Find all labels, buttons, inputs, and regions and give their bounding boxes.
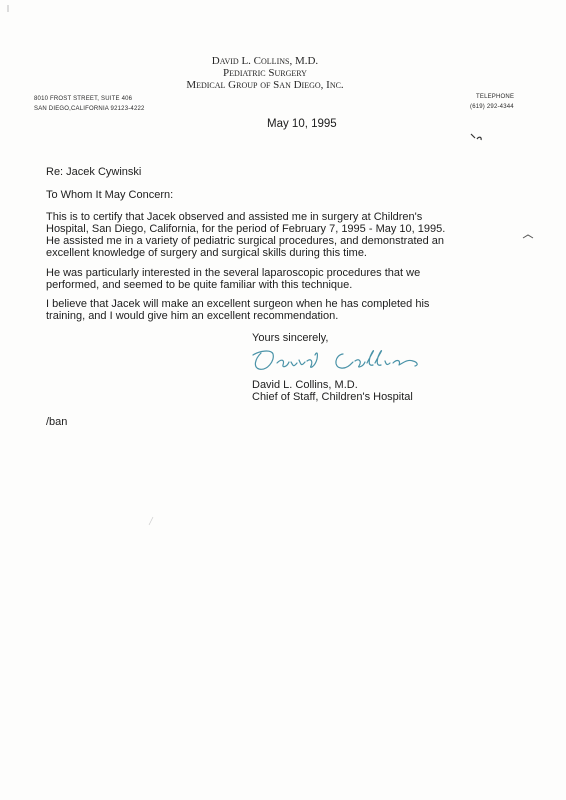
letterhead-specialty: Pediatric Surgery (223, 67, 307, 79)
scan-artifact (6, 4, 10, 14)
letter-date: May 10, 1995 (267, 118, 337, 130)
signer-name: David L. Collins, M.D. (252, 379, 358, 391)
body-line: training, and I would give him an excellent recommendation. (46, 310, 339, 322)
address-block (34, 94, 145, 114)
body-line: excellent knowledge of surgery and surgical skills during this time. (46, 247, 367, 259)
body-paragraph-2 (46, 267, 420, 291)
address-city: SAN DIEGO,CALIFORNIA 92123-4222 (34, 106, 145, 112)
body-line: He assisted me in a variety of pediatric surgical procedures, and demonstrated an (46, 235, 445, 247)
body-line: He was particularly interested in the several laparoscopic procedures that we (46, 267, 421, 279)
body-line: performed, and seemed to be quite familiar with this technique. (46, 279, 353, 291)
scan-artifact (148, 516, 154, 526)
stray-mark (522, 234, 534, 240)
stray-pen-mark (470, 132, 484, 142)
body-paragraph-1 (46, 211, 445, 259)
salutation: To Whom It May Concern: (46, 189, 174, 201)
typist-initials: /ban (46, 416, 68, 428)
telephone-block (470, 92, 514, 112)
body-line: I believe that Jacek will make an excellent surgeon when he has completed his (46, 298, 430, 310)
body-line: Hospital, San Diego, California, for the period of February 7, 1995 - May 10, 1995. (46, 223, 446, 235)
address-street: 8010 FROST STREET, SUITE 406 (34, 96, 133, 102)
signer-title: Chief of Staff, Children's Hospital (252, 391, 413, 403)
re-line: Re: Jacek Cywinski (46, 166, 142, 178)
letterhead-name: David L. Collins, M.D. (211, 55, 319, 67)
body-paragraph-3 (46, 298, 429, 322)
valediction: Yours sincerely, (252, 332, 329, 344)
handwritten-signature (247, 345, 437, 379)
telephone-label: TELEPHONE (476, 94, 515, 100)
letterhead-group: Medical Group of San Diego, Inc. (186, 79, 344, 91)
letterhead (150, 55, 380, 91)
body-line: This is to certify that Jacek observed and assisted me in surgery at Children's (46, 211, 423, 223)
telephone-number: (619) 292-4344 (470, 104, 514, 110)
